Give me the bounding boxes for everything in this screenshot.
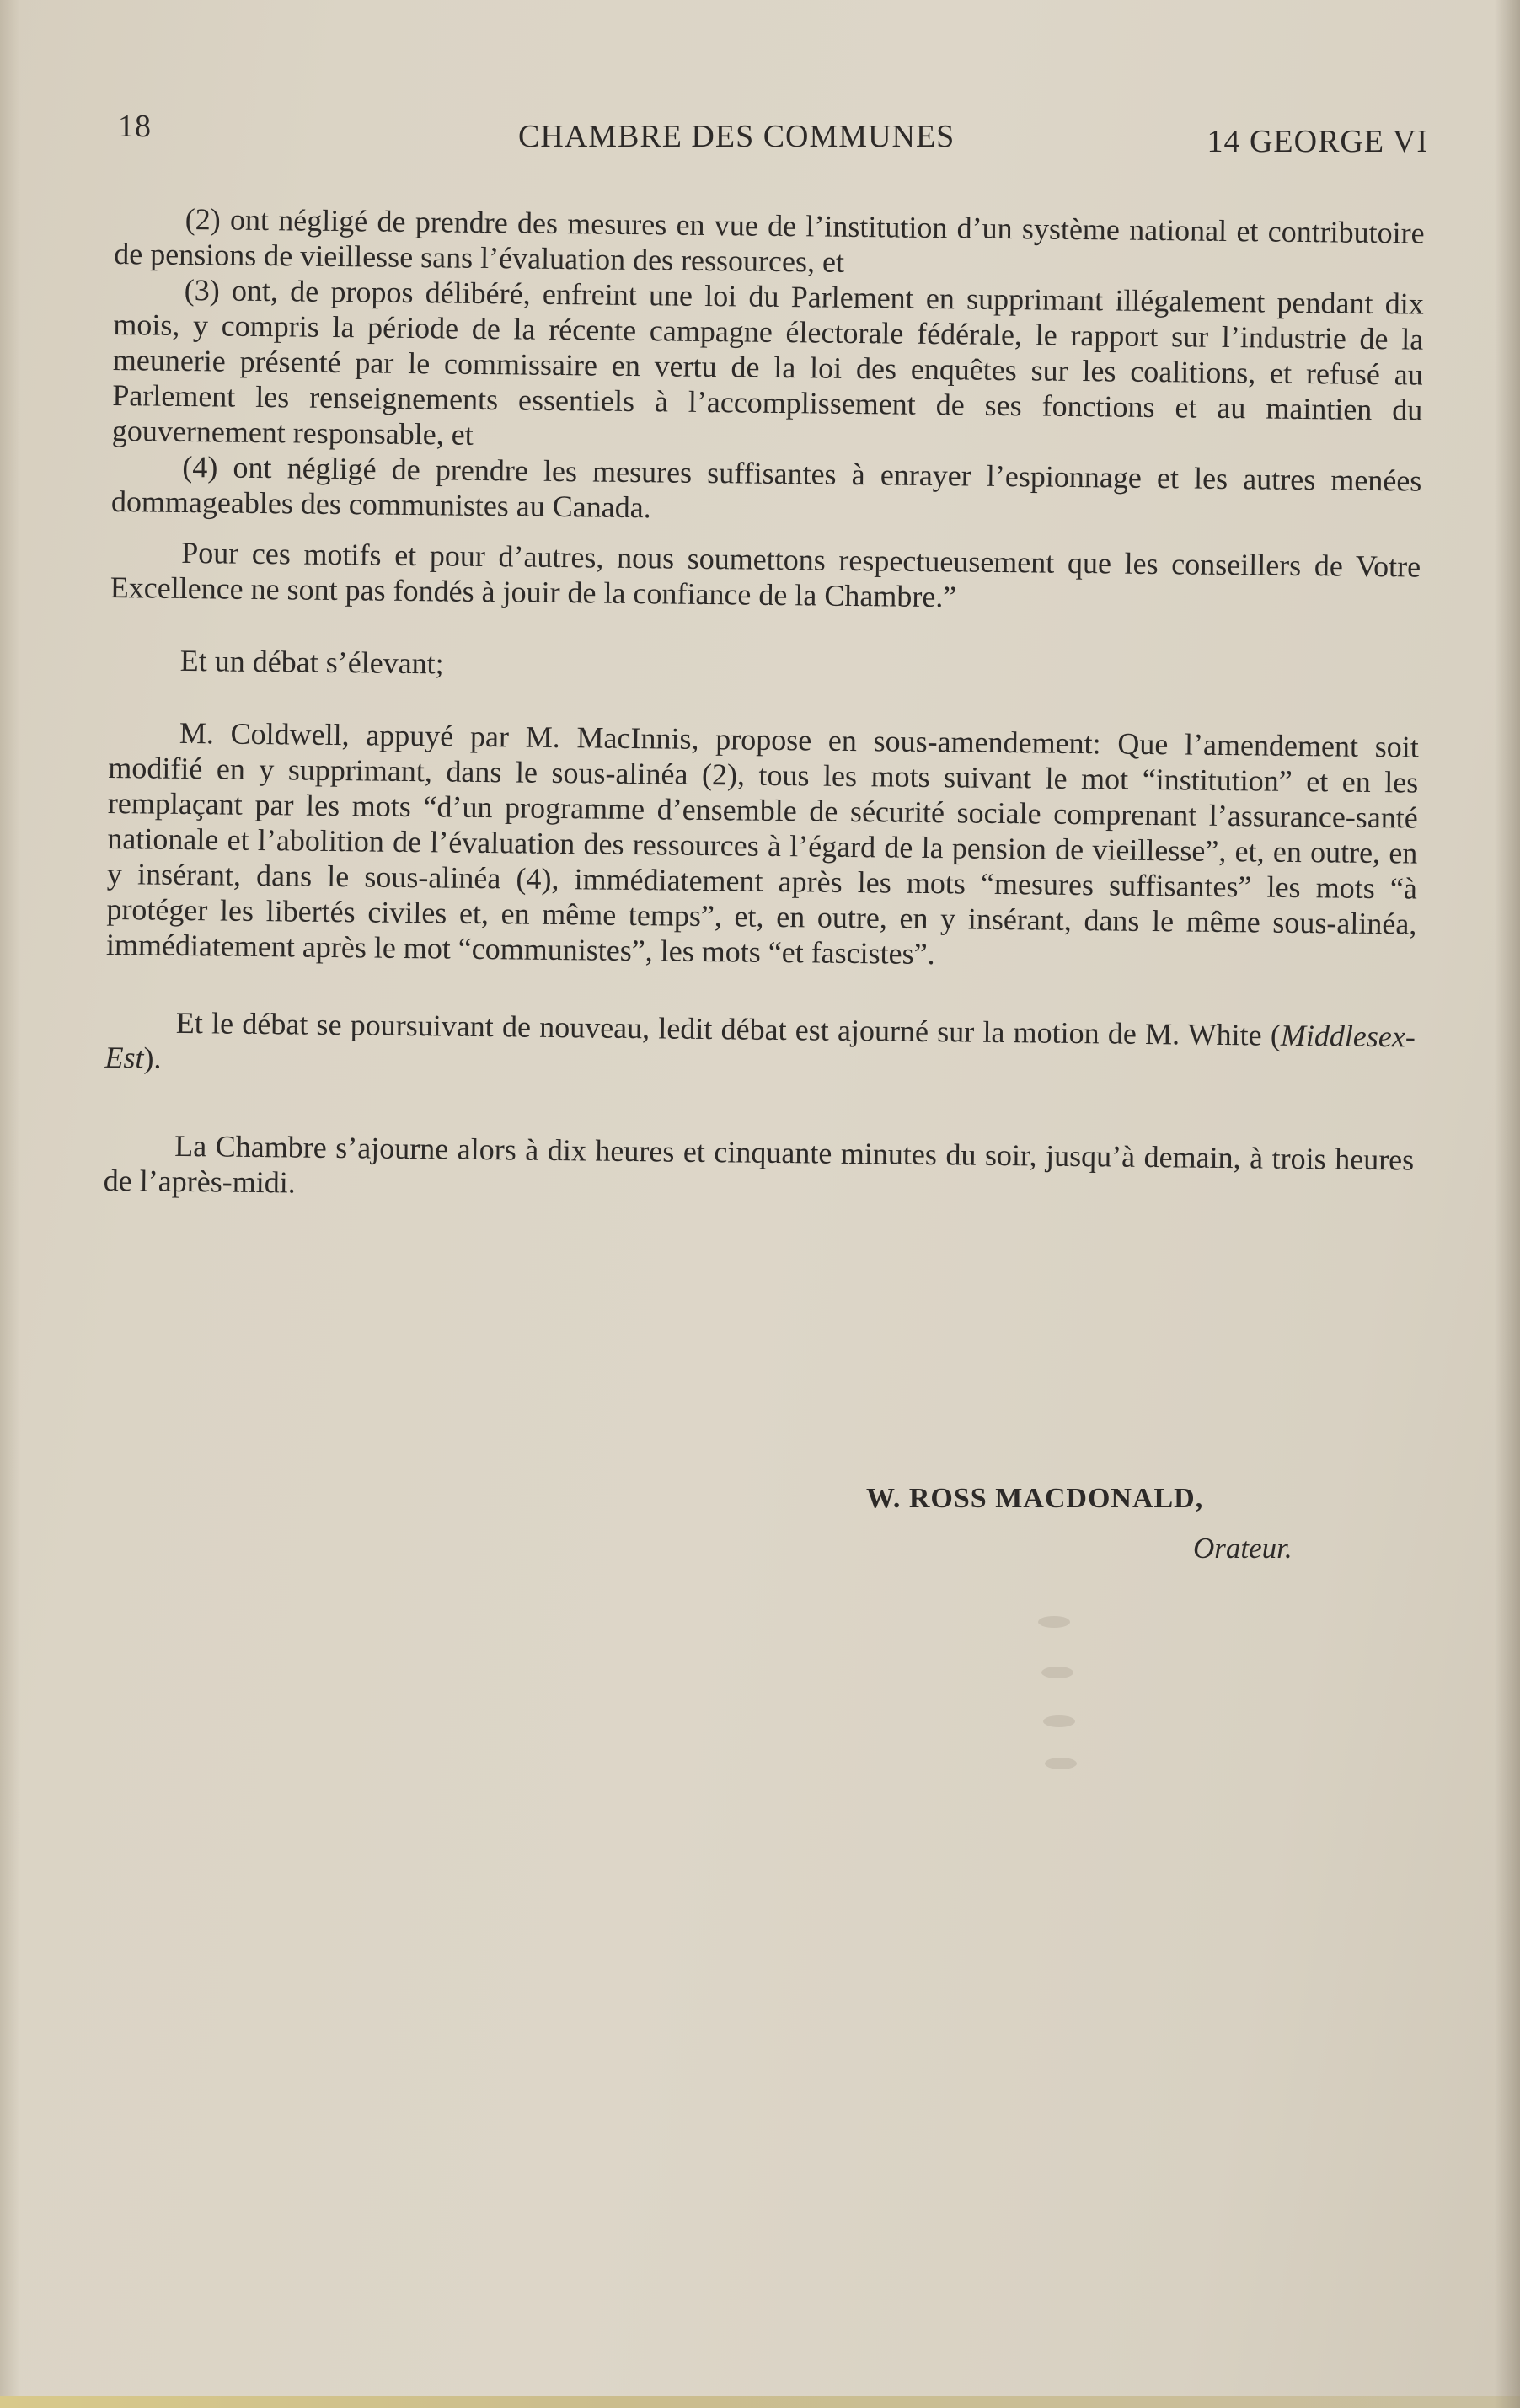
signature-name: W. ROSS MACDONALD, xyxy=(866,1483,1204,1514)
paragraph-adjournment: La Chambre s’ajourne alors à dix heures et cinquante minutes du soir, jusqu’à demain, à trois heures de l’après-midi. xyxy=(103,1128,1415,1200)
ink-smudge xyxy=(1038,1616,1070,1628)
running-header xyxy=(118,108,1428,158)
paragraph-subclause-4: (4) ont négligé de prendre les mesures suffisantes à enrayer l’espionnage et les autres menées dommageables des communistes au Canada. xyxy=(110,449,1422,525)
ink-smudge xyxy=(1043,1715,1075,1727)
signature-title: Orateur. xyxy=(1193,1532,1293,1565)
page-bottom-edge xyxy=(0,2396,1520,2408)
adjourned-debate-end: ). xyxy=(143,1041,162,1075)
ink-smudge xyxy=(1041,1667,1073,1678)
document-body xyxy=(104,201,1425,1213)
running-title: CHAMBRE DES COMMUNES xyxy=(518,119,955,154)
paragraph-adjourned-debate xyxy=(104,1004,1416,1090)
riding-name: Middlesex-Est xyxy=(104,1018,1416,1075)
paragraph-subclause-3: (3) ont, de propos délibéré, enfreint une loi du Parlement en supprimant illégalement pendant dix mois, y compris la période de la récente campagne électorale fédérale, le rapport sur l’industrie de la meunerie présenté par le commissaire en vertu de la loi des enquêtes sur les coalitions, et refusé au Parlement les renseignements essentiels à l’accomplissement de ses fonctions et au maintien du gouvernement responsable, et xyxy=(111,272,1424,452)
paragraph-subclause-2: (2) ont négligé de prendre des mesures en vue de l’institution d’un système national et contributoire de pensions de vieillesse sans l’évaluation des ressources, et xyxy=(114,201,1425,279)
paragraph-debate: Et un débat s’élevant; xyxy=(179,643,444,681)
adjourned-debate-text: Et le débat se poursuivant de nouveau, ledit débat est ajourné sur la motion de M. White ( xyxy=(175,1005,1282,1052)
paragraph-conclusion: Pour ces motifs et pour d’autres, nous soumettons respectueusement que les conseillers de Votre Excellence ne sont pas fondés à jouir de la confiance de la Chambre.” xyxy=(110,535,1421,614)
page-number: 18 xyxy=(118,109,152,144)
paragraph-subamendment: M. Coldwell, appuyé par M. MacInnis, propose en sous-amendement: Que l’amendement soit modifié en y supprimant, dans le sous-alinéa (2), tous les mots suivant le mot “institution” et en les remplaçant par les mots “d’un programme d’ensemble de sécurité sociale comprenant l’assurance-santé nationale et l’abolition de l’évaluation des ressources à l’égard de la pension de vieillesse”, et, en outre, en y insérant, dans le sous-alinéa (4), immédiatement après les mots “mesures suffisantes” les mots “à protéger les libertés civiles et, en même temps”, et, en outre, en y insérant, dans le même sous-alinéa, immédiatement après le mot “communistes”, les mots “et fascistes”. xyxy=(105,715,1419,971)
ink-smudge xyxy=(1045,1758,1077,1769)
regnal-year: 14 GEORGE VI xyxy=(1207,124,1428,159)
